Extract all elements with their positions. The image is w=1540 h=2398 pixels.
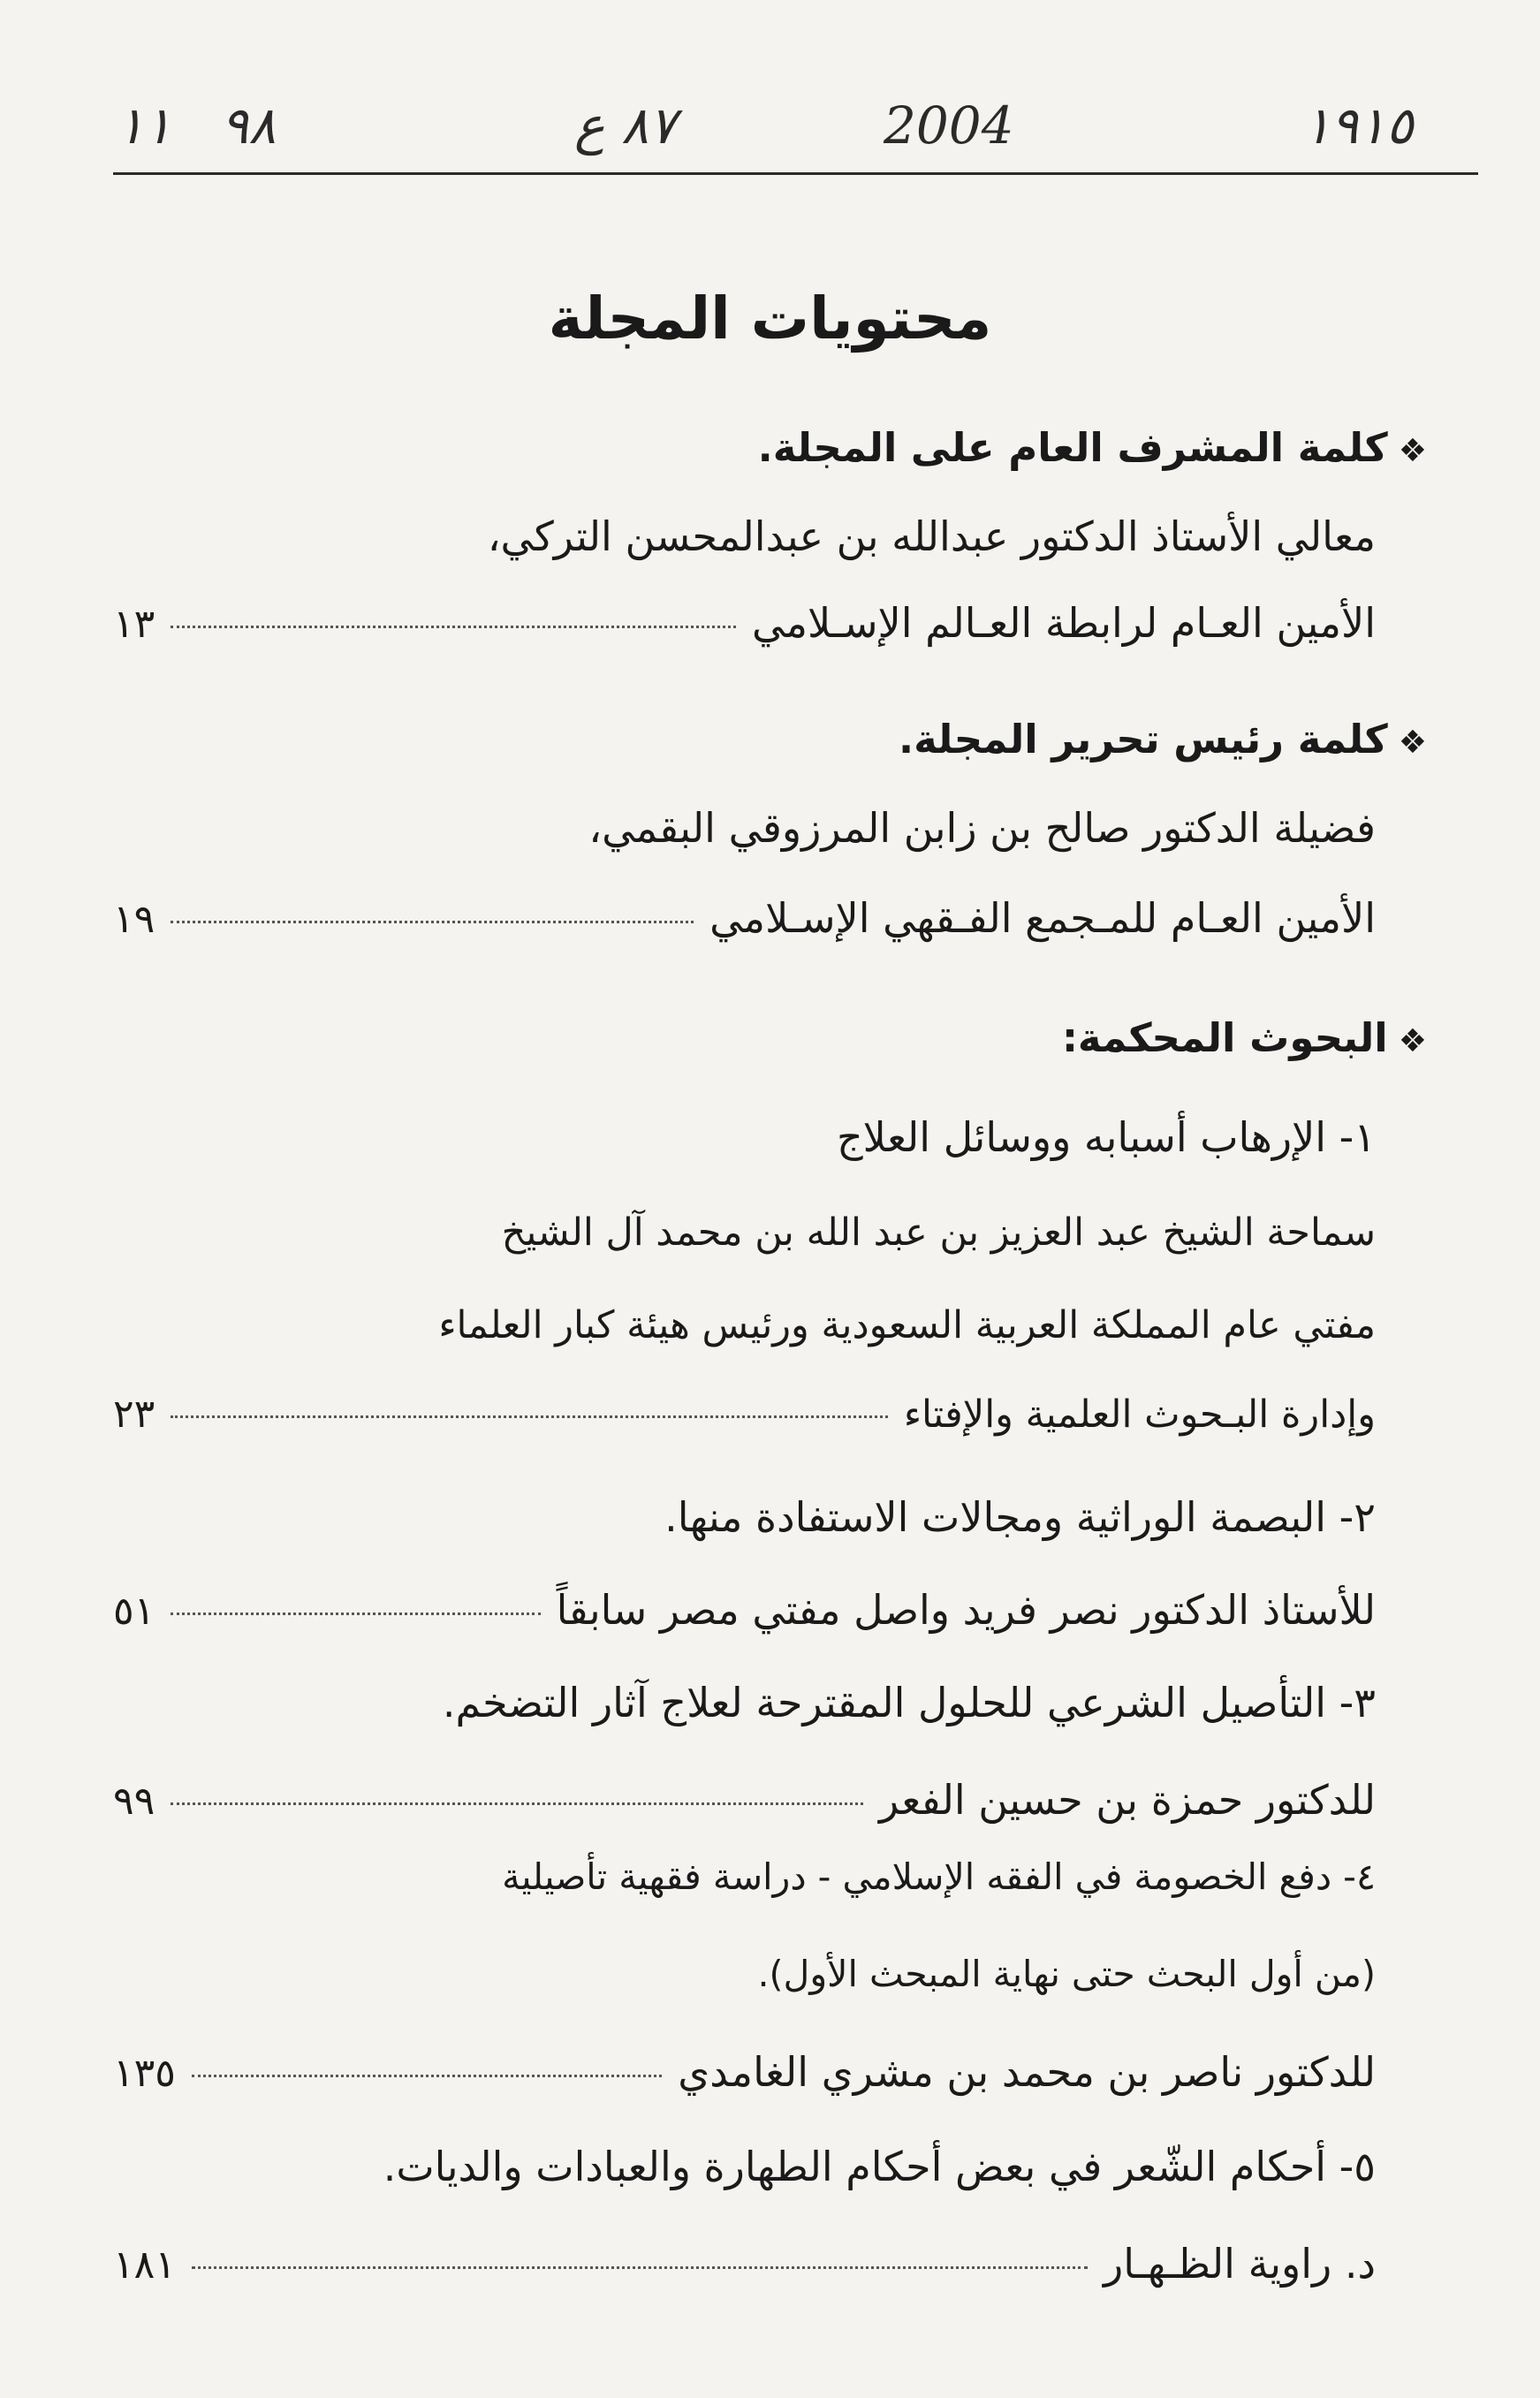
toc-entry-line — [113, 512, 1376, 560]
page-number: ١٣ — [113, 602, 156, 647]
page-title: محتويات المجلة — [548, 285, 992, 353]
article-title-text: ٢- البصمة الوراثية ومجالات الاستفادة منها. — [664, 1493, 1376, 1541]
handwritten-number-left2: ٩٨ — [221, 95, 277, 156]
author-line: الأمين العـام للمـجمع الفـقهي الإسـلامي — [709, 894, 1376, 942]
article-title[interactable] — [113, 1679, 1376, 1726]
article-title-text: ٤- دفع الخصومة في الفقه الإسلامي - دراسة فقهية تأصيلية — [502, 1855, 1376, 1898]
handwritten-number-left: ١١ — [117, 95, 172, 156]
author-line: د. راوية الظـهـار — [1104, 2240, 1376, 2288]
article-title[interactable] — [113, 2143, 1376, 2190]
page-number: ٥١ — [113, 1589, 156, 1634]
page-number: ١٩ — [113, 897, 156, 942]
toc-entry-with-page[interactable] — [113, 1392, 1376, 1437]
section-heading-text: البحوث المحكمة: — [1061, 1014, 1388, 1061]
article-title[interactable] — [113, 1493, 1376, 1541]
toc-entry-line — [113, 1303, 1376, 1347]
page-number: ٢٣ — [113, 1392, 156, 1437]
header-rule — [113, 172, 1478, 175]
toc-entry-line — [113, 1953, 1376, 1995]
toc-entry-with-page[interactable] — [113, 2048, 1376, 2096]
toc-entry-line — [113, 804, 1376, 852]
article-title-text: ١- الإرهاب أسبابه ووسائل العلاج — [836, 1113, 1376, 1161]
dot-leader — [171, 1415, 888, 1418]
dot-leader — [192, 2266, 1088, 2269]
dot-leader — [171, 1613, 540, 1615]
diamond-bullet-icon: ❖ — [1398, 725, 1427, 761]
author-line: معالي الأستاذ الدكتور عبدالله بن عبدالمحسن التركي، — [487, 512, 1376, 560]
diamond-bullet-icon: ❖ — [1398, 433, 1427, 469]
toc-entry-with-page[interactable] — [113, 894, 1376, 942]
section-heading-text: كلمة رئيس تحرير المجلة. — [899, 716, 1388, 763]
article-title[interactable] — [113, 1113, 1376, 1161]
toc-entry-with-page[interactable] — [113, 2240, 1376, 2288]
dot-leader — [171, 626, 736, 628]
article-title-text: ٣- التأصيل الشرعي للحلول المقترحة لعلاج آثار التضخم. — [442, 1679, 1376, 1726]
section-heading-supervisor — [113, 424, 1427, 471]
author-line: للأستاذ الدكتور نصر فريد واصل مفتي مصر سابقاً — [556, 1586, 1376, 1634]
page-number: ١٣٥ — [113, 2051, 176, 2096]
toc-entry-with-page[interactable] — [113, 1776, 1376, 1824]
section-heading-editor — [113, 716, 1427, 763]
handwritten-number-right: ١٩١٥ — [1303, 95, 1414, 156]
toc-entry-with-page[interactable] — [113, 599, 1376, 647]
page-number: ٩٩ — [113, 1779, 156, 1824]
toc-entry-with-page[interactable] — [113, 1586, 1376, 1634]
dot-leader — [171, 921, 694, 923]
article-title-text: ٥- أحكام الشّعر في بعض أحكام الطهارة والعبادات والديات. — [383, 2143, 1376, 2190]
toc-entry-line — [113, 1210, 1376, 1255]
article-title[interactable] — [113, 1855, 1376, 1898]
diamond-bullet-icon: ❖ — [1398, 1023, 1427, 1059]
handwritten-issue: ٨٧ ع — [574, 95, 677, 156]
section-heading-research — [113, 1014, 1427, 1061]
dot-leader — [171, 1802, 863, 1805]
author-line: الأمين العـام لرابطة العـالم الإسـلامي — [752, 599, 1376, 647]
author-line: للدكتور حمزة بن حسين الفعر — [879, 1776, 1376, 1824]
section-heading-text: كلمة المشرف العام على المجلة. — [757, 424, 1388, 471]
dot-leader — [192, 2075, 662, 2077]
author-line: وإدارة البـحوث العلمية والإفتاء — [903, 1393, 1376, 1437]
author-line: للدكتور ناصر بن محمد بن مشري الغامدي — [678, 2048, 1376, 2096]
article-subtitle: (من أول البحث حتى نهاية المبحث الأول). — [757, 1953, 1376, 1995]
author-line: فضيلة الدكتور صالح بن زابن المرزوقي البقمي، — [588, 804, 1376, 852]
author-line: مفتي عام المملكة العربية السعودية ورئيس هيئة كبار العلماء — [438, 1303, 1376, 1347]
handwritten-year: 2004 — [884, 95, 1014, 156]
page-number: ١٨١ — [113, 2242, 176, 2288]
author-line: سماحة الشيخ عبد العزيز بن عبد الله بن محمد آل الشيخ — [501, 1210, 1376, 1255]
